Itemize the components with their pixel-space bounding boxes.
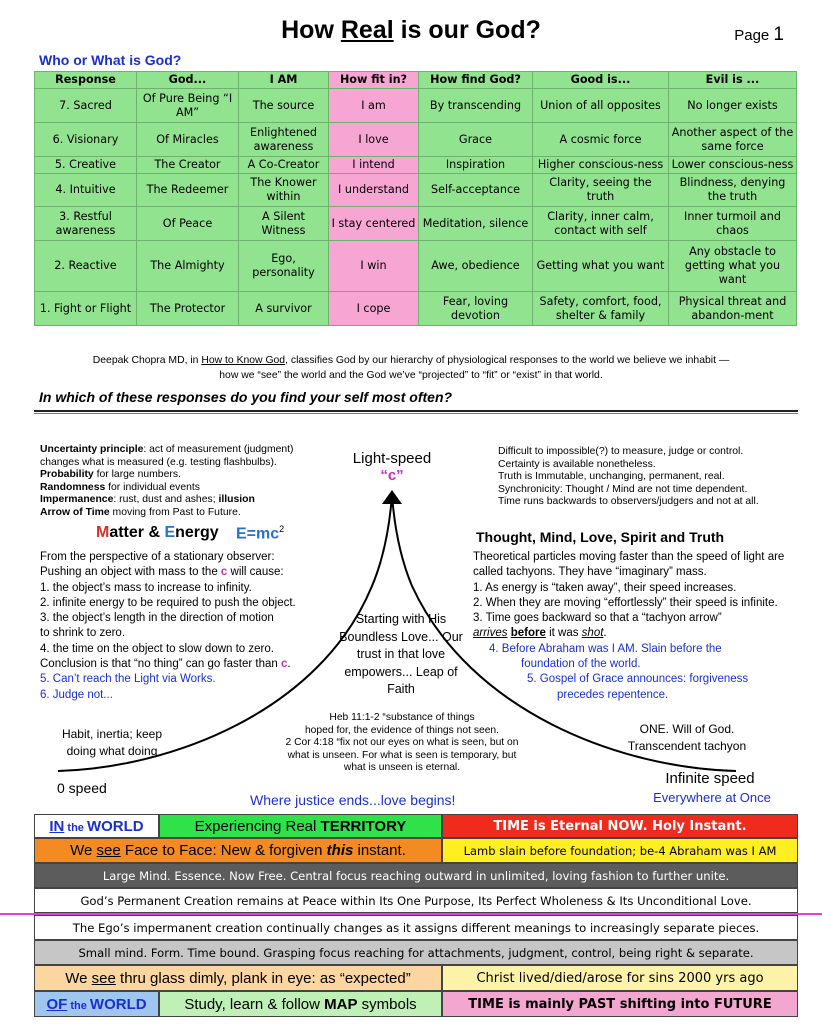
column-header: I AM [239, 72, 329, 89]
table-cell: The Redeemer [137, 174, 239, 207]
table-cell: I am [329, 89, 419, 123]
habit-label: Habit, inertia; keep doing what doing [61, 727, 163, 758]
table-cell: Higher conscious-ness [533, 157, 669, 174]
territory-band: Experiencing Real TERRITORY [159, 814, 442, 838]
table-cell: 6. Visionary [35, 123, 137, 157]
in-the-world-band: IN the WORLD [34, 814, 159, 838]
table-cell: Clarity, inner calm, contact with self [533, 207, 669, 241]
table-cell: Ego, personality [239, 241, 329, 292]
scripture-quote: Heb 11:1-2 “substance of things hoped for, the evidence of things not seen. 2 Cor 4:18 “fix not our eyes on what is seen, but on what is unseen. For what is seen is temporary, but what is unseen is eternal. [285, 712, 519, 773]
lamb-band: Lamb slain before foundation; be-4 Abraham was I AM [442, 838, 798, 863]
table-cell: I love [329, 123, 419, 157]
table-cell: Getting what you want [533, 241, 669, 292]
table-cell: 3. Restful awareness [35, 207, 137, 241]
column-header: How fit in? [329, 72, 419, 89]
table-cell: The source [239, 89, 329, 123]
table-cell: The Almighty [137, 241, 239, 292]
chopra-caption: Deepak Chopra MD, in How to Know God, classifies God by our hierarchy of physiological responses to the world we believe we inhabit — how we “see” the world and the God we’ve “projected” to “fit” or “exist” in that world. [92, 355, 730, 381]
table-cell: Meditation, silence [419, 207, 533, 241]
table-cell: Clarity, seeing the truth [533, 174, 669, 207]
left-observer-notes: From the perspective of a stationary observer: Pushing an object with mass to the c will cause: 1. the object’s mass to increase to infinity. 2. infinite energy to be required to push the object. 3. the object’s length in the direction of motion to shrink to zero. 4. the time on the object to slow down to zero. Conclusion is that “no thing” can go faster than c. 5. Can’t reach the Light via Works. 6. Judge not... [40, 551, 296, 701]
table-cell: Enlightened awareness [239, 123, 329, 157]
glass-dimly-band: We see thru glass dimly, plank in eye: as “expected” [34, 965, 442, 991]
table-cell: I cope [329, 292, 419, 326]
map-symbols-band: Study, learn & follow MAP symbols [159, 991, 442, 1017]
infinite-speed-label: Infinite speed [665, 770, 755, 787]
left-physics-notes: Uncertainty principle: act of measurement (judgment) changes what is measured (e.g. testing flashbulbs). Probability for large numbers. Randomness for individual events Impermanence: rust, dust and ashes; illusion Arrow of Time moving from Past to Future. [40, 444, 294, 518]
justice-love-label: Where justice ends...love begins! [250, 792, 456, 808]
table-cell: 7. Sacred [35, 89, 137, 123]
table-cell: By transcending [419, 89, 533, 123]
column-header: How find God? [419, 72, 533, 89]
table-cell: Inspiration [419, 157, 533, 174]
table-cell: 5. Creative [35, 157, 137, 174]
time-past-band: TIME is mainly PAST shifting into FUTURE [442, 991, 798, 1017]
table-cell: No longer exists [669, 89, 797, 123]
emc-formula: $E=mc^2$ [236, 524, 285, 543]
table-cell: Another aspect of the same force [669, 123, 797, 157]
table-cell: I win [329, 241, 419, 292]
face-to-face-band: We see Face to Face: New & forgiven this instant. [34, 838, 442, 863]
table-cell: I stay centered [329, 207, 419, 241]
arrow-head-icon [382, 490, 402, 504]
time-now-band: TIME is Eternal NOW. Holy Instant. [442, 814, 798, 838]
of-the-world-band: OF the WORLD [34, 991, 159, 1017]
table-cell: Union of all opposites [533, 89, 669, 123]
column-header: Response [35, 72, 137, 89]
table-cell: Lower conscious-ness [669, 157, 797, 174]
table-cell: 4. Intuitive [35, 174, 137, 207]
table-cell: Awe, obedience [419, 241, 533, 292]
reflection-question: In which of these responses do you find your self most often? [39, 389, 453, 405]
table-cell: The Protector [137, 292, 239, 326]
table-cell: A survivor [239, 292, 329, 326]
right-tachyon-notes: Theoretical particles moving faster than the speed of light are called tachyons. They have “imaginary” mass. 1. As energy is “taken away”, their speed increases. 2. When they are moving “effortlessly” their speed is infinite. 3. Time goes backward so that a “tachyon arrow” arrives before it was shot. 4. Before Abraham was I AM. Slain before the foundation of the world. 5. Gospel of Grace announces: forgiveness precedes repentence. [473, 551, 785, 701]
table-cell: Blindness, denying the truth [669, 174, 797, 207]
zero-speed-label: 0 speed [57, 780, 107, 796]
light-speed-label: Light-speed “c” [352, 450, 432, 484]
one-will-label: ONE. Will of God. Transcendent tachyon [627, 722, 747, 753]
table-cell: Physical threat and abandon-ment [669, 292, 797, 326]
page-number: Page 1 [734, 24, 784, 45]
table-cell: A Silent Witness [239, 207, 329, 241]
christ-band: Christ lived/died/arose for sins 2000 yrs ago [442, 965, 798, 991]
table-cell: A cosmic force [533, 123, 669, 157]
table-cell: Of Miracles [137, 123, 239, 157]
right-truth-notes: Difficult to impossible(?) to measure, judge or control. Certainty is available nonetheless. Truth is Immutable, unchanging, permanent, real. Synchronicity: Thought / Mind are not time dependent. Time runs backwards to observers/judgers and not at all. [498, 446, 759, 507]
page-title: How Real is our God? [281, 16, 541, 44]
table-cell: I intend [329, 157, 419, 174]
everywhere-label: Everywhere at Once [653, 790, 771, 805]
table-cell: Of Pure Being “I AM” [137, 89, 239, 123]
table-cell: 2. Reactive [35, 241, 137, 292]
permanent-creation-band: God’s Permanent Creation remains at Peace within Its One Purpose, Its Perfect Wholeness & Its Unconditional Love. [34, 888, 798, 913]
ego-creation-band: The Ego’s impermanent creation continually changes as it assigns different meanings to increasingly separate pieces. [34, 915, 798, 940]
table-cell: Safety, comfort, food, shelter & family [533, 292, 669, 326]
table-cell: A Co-Creator [239, 157, 329, 174]
table-cell: I understand [329, 174, 419, 207]
column-header: Good is... [533, 72, 669, 89]
table-cell: The Creator [137, 157, 239, 174]
table-cell: Inner turmoil and chaos [669, 207, 797, 241]
column-header: God... [137, 72, 239, 89]
table-cell: Of Peace [137, 207, 239, 241]
large-mind-band: Large Mind. Essence. Now Free. Central focus reaching outward in unlimited, loving fashion to further unite. [34, 863, 798, 888]
matter-energy-title: Matter & Energy [96, 524, 219, 541]
starting-love-text: Starting with His Boundless Love... Our trust in that love empowers... Leap of Faith [339, 612, 463, 696]
column-header: Evil is ... [669, 72, 797, 89]
table-cell: Any obstacle to getting what you want [669, 241, 797, 292]
table-cell: Fear, loving devotion [419, 292, 533, 326]
thought-mind-title: Thought, Mind, Love, Spirit and Truth [476, 529, 725, 545]
table-cell: 1. Fight or Flight [35, 292, 137, 326]
table-cell: The Knower within [239, 174, 329, 207]
table-cell: Grace [419, 123, 533, 157]
section-title: Who or What is God? [39, 52, 182, 68]
table-cell: Self-acceptance [419, 174, 533, 207]
small-mind-band: Small mind. Form. Time bound. Grasping focus reaching for attachments, judgment, control, being right & separate. [34, 940, 798, 965]
